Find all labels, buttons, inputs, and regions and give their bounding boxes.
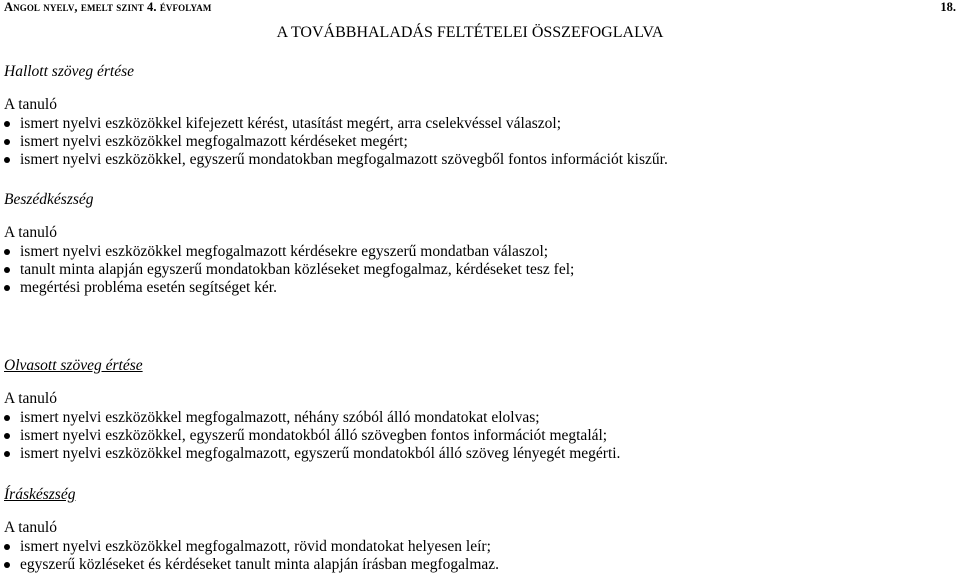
page-number: 18. <box>940 0 956 14</box>
bullet-icon <box>4 415 10 421</box>
bullet-list <box>4 115 956 169</box>
bullet-list <box>4 409 956 463</box>
section-heading: Hallott szöveg értése <box>4 63 135 80</box>
bullet-list <box>4 538 956 574</box>
document-title: A TOVÁBBHALADÁS FELTÉTELEI ÖSSZEFOGLALVA <box>276 24 664 41</box>
list-item: ismert nyelvi eszközökkel, egyszerű mondatokban megfogalmazott szövegből fontos információt kiszűr. <box>4 151 956 169</box>
list-item: ismert nyelvi eszközökkel kifejezett kérést, utasítást megért, arra cselekvéssel válaszol; <box>4 115 956 133</box>
section-reading <box>4 356 956 463</box>
section-subject: A tanuló <box>4 224 57 241</box>
bullet-icon <box>4 249 10 255</box>
section-heading: Beszédkészség <box>4 191 94 208</box>
section-heading: Olvasott szöveg értése <box>4 357 143 374</box>
section-listening <box>4 62 956 169</box>
section-subject: A tanuló <box>4 519 57 536</box>
list-item: ismert nyelvi eszközökkel megfogalmazott, rövid mondatokat helyesen leír; <box>4 538 956 556</box>
list-item: megértési probléma esetén segítséget kér. <box>4 279 956 297</box>
bullet-icon <box>4 433 10 439</box>
section-heading: Íráskészség <box>4 486 76 503</box>
bullet-icon <box>4 562 10 568</box>
bullet-icon <box>4 267 10 273</box>
bullet-icon <box>4 451 10 457</box>
list-item: egyszerű közléseket és kérdéseket tanult minta alapján írásban megfogalmaz. <box>4 556 956 574</box>
list-item: ismert nyelvi eszközökkel megfogalmazott, egyszerű mondatokból álló szöveg lényegét megérti. <box>4 445 956 463</box>
bullet-icon <box>4 544 10 550</box>
list-item: ismert nyelvi eszközökkel megfogalmazott kérdésekre egyszerű mondatban válaszol; <box>4 243 956 261</box>
bullet-icon <box>4 139 10 145</box>
bullet-list <box>4 243 956 297</box>
list-item: tanult minta alapján egyszerű mondatokban közléseket megfogalmaz, kérdéseket tesz fel; <box>4 261 956 279</box>
bullet-icon <box>4 285 10 291</box>
section-subject: A tanuló <box>4 96 57 113</box>
list-item: ismert nyelvi eszközökkel, egyszerű mondatokból álló szövegben fontos információt megtalál; <box>4 427 956 445</box>
section-speaking <box>4 190 956 297</box>
list-item: ismert nyelvi eszközökkel megfogalmazott kérdéseket megért; <box>4 133 956 151</box>
list-item: ismert nyelvi eszközökkel megfogalmazott, néhány szóból álló mondatokat elolvas; <box>4 409 956 427</box>
running-header-subject: Angol nyelv, emelt szint 4. évfolyam <box>4 0 212 14</box>
bullet-icon <box>4 121 10 127</box>
section-subject: A tanuló <box>4 390 57 407</box>
section-writing <box>4 485 956 574</box>
bullet-icon <box>4 157 10 163</box>
